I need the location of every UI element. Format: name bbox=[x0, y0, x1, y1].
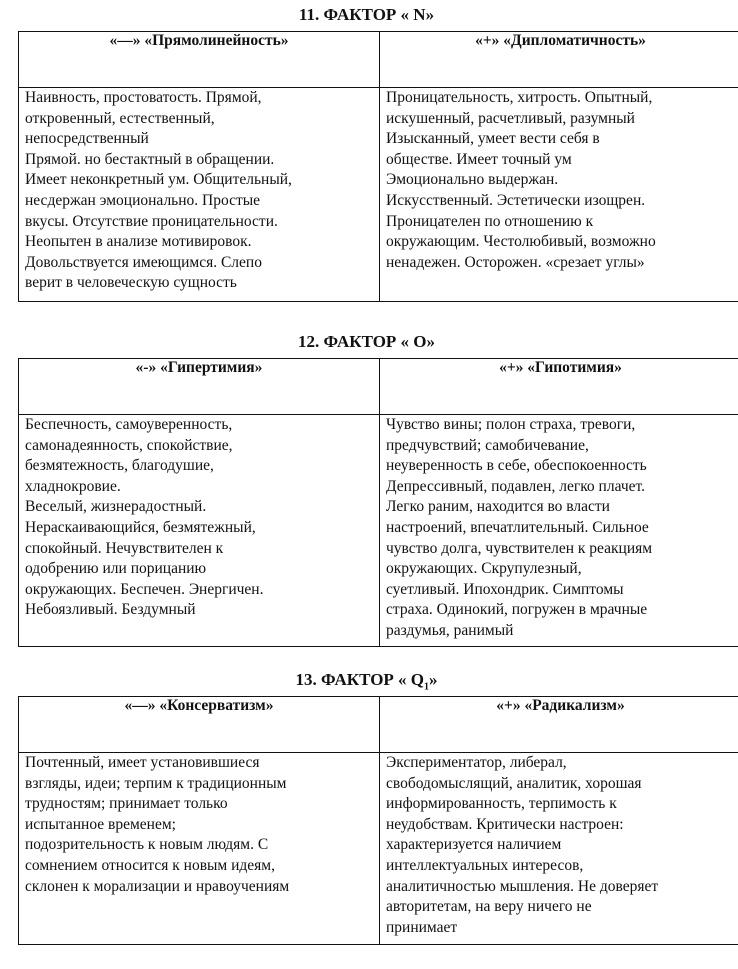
factor-q1-right-header: «+» «Радикализм» bbox=[380, 697, 738, 753]
text-line: Наивность, простоватость. Прямой, bbox=[25, 89, 262, 106]
text-line: сомнением относится к новым идеям, bbox=[25, 856, 275, 874]
text-line: самонадеянность, спокойствие, bbox=[25, 436, 233, 454]
factor-o-right-cell bbox=[380, 415, 738, 647]
text-line: Проницателен по отношению к bbox=[386, 212, 594, 230]
factor-n-section bbox=[18, 4, 715, 302]
text-line: интеллектуальных интересов, bbox=[386, 856, 584, 874]
text-line: Проницательность, хитрость. Опытный, bbox=[386, 89, 653, 106]
text-line: информированность, терпимость к bbox=[386, 795, 617, 813]
text-line: спокойный. Нечувствителен к bbox=[25, 539, 224, 557]
factor-n-right-cell bbox=[380, 88, 738, 302]
text-line: Изысканный, умеет вести себя в bbox=[386, 130, 600, 148]
factor-q1-section bbox=[18, 669, 715, 945]
text-line: ненадежен. Осторожен. «срезает углы» bbox=[386, 253, 645, 271]
text-line: Довольствуется имеющимся. Слепо bbox=[25, 253, 262, 271]
text-line: Почтенный, имеет установившиеся bbox=[25, 754, 260, 771]
text-line: искушенный, расчетливый, разумный bbox=[386, 109, 635, 127]
text-line: окружающих. Скрупулезный, bbox=[386, 560, 582, 578]
factor-q1-table bbox=[18, 696, 738, 945]
text-line: страха. Одинокий, погружен в мрачные bbox=[386, 601, 648, 619]
text-line: чувство долга, чувствителен к реакциям bbox=[386, 539, 653, 557]
factor-q1-right-cell bbox=[380, 753, 738, 945]
text-line: обществе. Имеет точный ум bbox=[386, 150, 572, 168]
text-line: Искусственный. Эстетически изощрен. bbox=[386, 191, 646, 209]
factor-q1-left-cell bbox=[19, 753, 380, 945]
factor-n-right-header: «+» «Дипломатичность» bbox=[380, 32, 738, 88]
factor-o-title: 12. ФАКТОР « О» bbox=[297, 332, 436, 351]
factor-n-table bbox=[18, 31, 738, 302]
text-line: авторитетам, на веру ничего не bbox=[386, 898, 592, 916]
factor-q1-title-end: » bbox=[429, 670, 438, 689]
text-line: неуверенность в себе, обеспокоенность bbox=[386, 457, 647, 475]
text-line: вкусы. Отсутствие проницательности. bbox=[25, 212, 278, 230]
text-line: настроений, впечатлительный. Сильное bbox=[386, 518, 649, 536]
text-line: Нераскаивающийся, безмятежный, bbox=[25, 518, 256, 536]
text-line: характеризуется наличием bbox=[386, 836, 562, 854]
factor-q1-title-main: 13. ФАКТОР « Q bbox=[295, 670, 425, 689]
text-line: откровенный, естественный, bbox=[25, 109, 215, 127]
text-line: Неопытен в анализе мотивировок. bbox=[25, 233, 252, 251]
text-line: суетливый. Ипохондрик. Симптомы bbox=[386, 580, 624, 598]
text-line: Эмоционально выдержан. bbox=[386, 171, 559, 189]
text-line: Веселый, жизнерадостный. bbox=[25, 498, 207, 516]
factor-o-left-header: «-» «Гипертимия» bbox=[19, 359, 380, 415]
text-line: Легко раним, находится во власти bbox=[386, 498, 610, 516]
factor-n-left-cell bbox=[19, 88, 380, 302]
text-line: окружающих. Беспечен. Энергичен. bbox=[25, 580, 264, 598]
text-line: взгляды, идеи; терпим к традиционным bbox=[25, 774, 287, 792]
text-line: несдержан эмоционально. Простые bbox=[25, 191, 261, 209]
text-line: Экспериментатор, либерал, bbox=[386, 754, 567, 771]
text-line: аналитичностью мышления. Не доверяет bbox=[386, 877, 659, 895]
factor-n-left-header: «—» «Прямолинейность» bbox=[19, 32, 380, 88]
text-line: Беспечность, самоуверенность, bbox=[25, 416, 233, 433]
factor-o-right-header: «+» «Гипотимия» bbox=[380, 359, 738, 415]
text-line: подозрительность к новым людям. С bbox=[25, 836, 269, 854]
text-line: хладнокровие. bbox=[25, 477, 121, 495]
text-line: раздумья, ранимый bbox=[386, 621, 514, 639]
text-line: склонен к морализации и нравоучениям bbox=[25, 877, 290, 895]
text-line: Чувство вины; полон страха, тревоги, bbox=[386, 416, 636, 433]
text-line: испытанное временем; bbox=[25, 815, 176, 833]
text-line: неудобствам. Критически настроен: bbox=[386, 815, 624, 833]
text-line: верит в человеческую сущность bbox=[25, 274, 237, 292]
text-line: предчувствий; самобичевание, bbox=[386, 436, 589, 454]
text-line: Небоязливый. Бездумный bbox=[25, 601, 196, 619]
text-line: принимает bbox=[386, 918, 458, 936]
text-line: непосредственный bbox=[25, 130, 149, 148]
text-line: Имеет неконкретный ум. Общительный, bbox=[25, 171, 292, 189]
factor-o-table bbox=[18, 358, 738, 647]
factor-q1-title bbox=[18, 669, 715, 691]
text-line: Депрессивный, подавлен, легко плачет. bbox=[386, 477, 646, 495]
factor-q1-left-header: «—» «Консерватизм» bbox=[19, 697, 380, 753]
text-line: трудностям; принимает только bbox=[25, 795, 228, 813]
text-line: одобрению или порицанию bbox=[25, 560, 207, 578]
factor-n-title: 11. ФАКТОР « N» bbox=[298, 5, 435, 24]
text-line: окружающим. Честолюбивый, возможно bbox=[386, 233, 656, 251]
factor-o-left-cell bbox=[19, 415, 380, 647]
text-line: Прямой. но бестактный в обращении. bbox=[25, 150, 275, 168]
factor-o-section bbox=[18, 331, 715, 647]
factor-q1-title-subscript: 1 bbox=[424, 681, 430, 693]
text-line: безмятежность, благодушие, bbox=[25, 457, 214, 475]
text-line: свободомыслящий, аналитик, хорошая bbox=[386, 774, 642, 792]
